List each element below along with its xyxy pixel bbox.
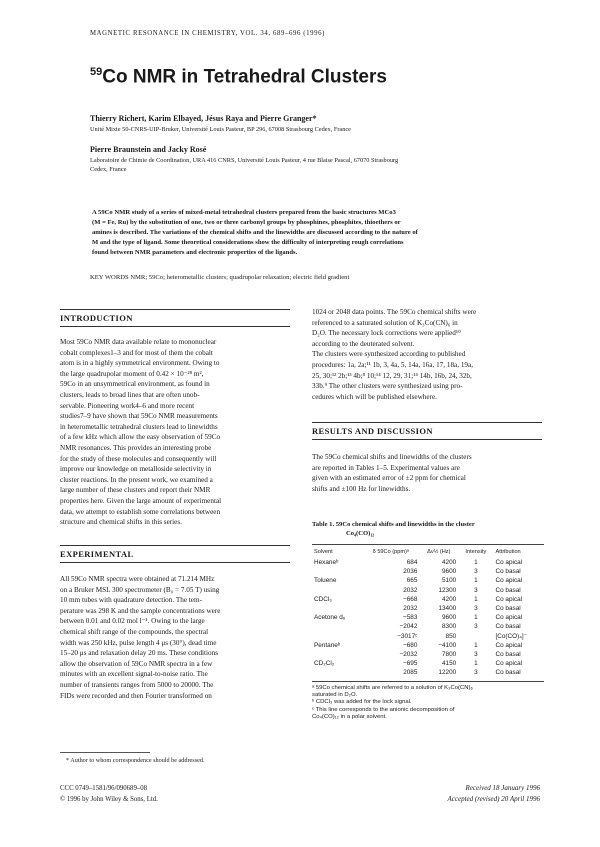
table-cell: −2032 <box>399 651 418 659</box>
text-line: 25, 30;¹² 2b;¹³ 4b;⁸ 10;¹⁴ 12, 29, 31;¹⁴ 14b, 16b, 24, 32b, <box>312 371 472 380</box>
text-line: procedures: 1a, 2a;¹¹ 1b, 3, 4a, 5, 14a, 16a, 17, 18a, 19a, <box>312 360 473 369</box>
table-cell: −695 <box>403 660 418 668</box>
table-note: ᵃ 59Co chemical shifts are referred to a solution of K₃Co(CN)₆ <box>312 684 473 691</box>
table-row <box>312 632 544 641</box>
text-line: Most 59Co NMR data available relate to mononuclear <box>60 338 217 346</box>
experimental-heading: EXPERIMENTAL <box>60 549 134 559</box>
table-cell: Co apical <box>495 660 523 668</box>
methods-continued <box>312 307 542 402</box>
running-head: MAGNETIC RESONANCE IN CHEMISTRY, VOL. 34, 689–696 (1996) <box>90 30 325 37</box>
text-line: properties here. Given the large amount of experimental <box>60 496 222 505</box>
text-line: 15–20 μs and relaxation delay 20 ms. These conditions <box>60 649 219 658</box>
table-cell: 13400 <box>438 605 457 613</box>
table-cell: −2042 <box>399 623 418 631</box>
footer-left <box>60 783 158 805</box>
table-cell: 1 <box>474 595 478 603</box>
table-cell: Co basal <box>495 669 521 677</box>
received-date: Received 18 January 1996 <box>465 784 540 792</box>
abstract-line: (M = Fe, Ru) by the substitution of one, two or three carbonyl groups by phosphines, phosphites, thioethers or <box>92 219 401 226</box>
text-line: chemical shift range of the compounds, the spectral <box>60 627 209 636</box>
exp-rule-bottom <box>60 562 290 563</box>
text-line: are reported in Tables 1–5. Experimental values are <box>312 463 460 472</box>
text-line: 1024 or 2048 data points. The 59Co chemical shifts were <box>312 308 477 316</box>
table-cell <box>312 604 362 613</box>
table-cell: 3 <box>474 651 478 659</box>
text-line: structure and chemical shifts in this series. <box>60 518 182 527</box>
experimental-body <box>60 574 290 701</box>
authors-group-2: Pierre Braunstein and Jacky Rosé <box>90 145 207 154</box>
column-header: Intensity <box>465 549 487 555</box>
text-line: FIDs were recorded and then Fourier transformed on <box>60 691 212 700</box>
table-caption-line: Table 1. 59Co chemical shifts and linewidths in the cluster <box>312 521 475 528</box>
table-note: saturated in D₂O. <box>312 692 358 699</box>
intro-rule-top <box>60 309 290 310</box>
table-cell: [Co(CO)₄]⁻ <box>495 632 528 640</box>
column-header: δ 59Co (ppm)ᵃ <box>372 549 409 555</box>
table-cell: 4200 <box>442 559 457 566</box>
table-row <box>312 604 544 613</box>
article-title <box>90 66 387 88</box>
table-cell: 12200 <box>438 669 457 677</box>
abstract-line: found between NMR parameters and electronic properties of the ligands. <box>92 249 298 256</box>
text-line: 59Co in an unsymmetrical environment, as found in <box>60 380 210 389</box>
affiliation-1: Unité Mixte 50-CNRS-UIP-Bruker, Université Louis Pasteur, BP 296, 67008 Strasbourg Cedex, France <box>90 126 351 133</box>
results-rule-top <box>312 422 542 423</box>
affiliation-2b: Cedex, France <box>90 166 127 173</box>
data-table <box>312 549 544 678</box>
text-line: NMR resonances. This provides an interesting probe <box>60 443 212 452</box>
text-line: The 59Co chemical shifts and linewidths of the clusters <box>312 453 472 461</box>
table-cell: CD₂Cl₂ <box>314 660 335 668</box>
text-line: cluster reactions. In the present work, we examined a <box>60 475 213 484</box>
text-line: for the study of these molecules and consequently will <box>60 454 217 463</box>
column-header: Solvent <box>314 549 333 555</box>
footnote-rule <box>60 752 150 753</box>
text-line: All 59Co NMR spectra were obtained at 71.214 MHz <box>60 575 215 583</box>
text-line: minutes with an excellent signal-to-noise ratio. The <box>60 670 208 679</box>
table-notes <box>312 685 544 722</box>
table-cell: 3 <box>474 669 478 677</box>
table-cell: 1 <box>474 614 478 622</box>
text-line: improve our knowledge on metalloside selectivity in <box>60 465 212 474</box>
text-line: The clusters were synthesized according to published <box>312 350 466 359</box>
table-cell: 3 <box>474 586 478 594</box>
text-line: the large quadrupolar moment of 0.42 × 10⁻²⁸ m², <box>60 369 204 378</box>
abstract-line: M and the type of ligand. Some theoretical considerations show the difficulty of interpreting rough correlations <box>92 239 404 246</box>
table-row <box>312 576 544 585</box>
footer-right <box>360 783 540 805</box>
table-cell: 12300 <box>438 586 457 594</box>
title-main: Co NMR in Tetrahedral Clusters <box>102 66 387 88</box>
table-cell: 665 <box>406 577 418 585</box>
table-cell: 3 <box>474 623 478 631</box>
title-isotope: 59 <box>90 66 103 78</box>
table-cell: Pentaneᵇ <box>314 641 341 649</box>
text-line: atom is in a highly symmetrical environment. Owing to <box>60 359 220 368</box>
results-body <box>312 452 542 494</box>
table-cell: 2036 <box>403 568 418 576</box>
table-cell: 4200 <box>442 595 457 603</box>
intro-rule-bottom <box>60 326 290 327</box>
table-cell: −668 <box>403 595 418 603</box>
authors-group-1: Thierry Richert, Karim Elbayed, Jésus Raya and Pierre Granger* <box>90 114 317 123</box>
table-note: Co₄(CO)₁₂ in a polar solvent. <box>312 714 387 721</box>
column-header: Attribution <box>495 549 521 555</box>
text-line: cedures which will be published elsewhere. <box>312 392 437 401</box>
text-line: clusters, leads to broad lines that are often unob- <box>60 390 200 399</box>
table-cell: Co apical <box>495 577 523 585</box>
table-cell: Co basal <box>495 586 521 594</box>
table-row <box>312 641 544 650</box>
text-line: 33b.⁹ The other clusters were synthesized using pro- <box>312 382 463 391</box>
text-line: width was 250 kHz, pulse length 4 μs (30°), dead time <box>60 638 217 647</box>
table-caption-line: Co₄(CO)₁₂ <box>346 530 375 537</box>
text-line: servable. Pioneering work4–6 and more recent <box>60 401 195 410</box>
table-cell <box>312 622 362 631</box>
table-rule-top <box>312 544 544 545</box>
table-cell: −3017ᶜ <box>397 632 418 640</box>
table-cell: Co apical <box>495 641 523 649</box>
table-caption <box>312 520 544 538</box>
table-row <box>312 659 544 668</box>
issn-line: CCC 0749–1581/96/090689–08 <box>60 785 148 792</box>
table-row <box>312 567 544 576</box>
table-cell: Co basal <box>495 568 521 576</box>
table-cell: Hexaneᵇ <box>314 559 339 566</box>
table-cell <box>312 668 362 677</box>
table-cell <box>312 650 362 659</box>
table-cell: Co apical <box>495 595 523 603</box>
text-line: of a few kHz which allow the easy observation of 59Co <box>60 433 221 442</box>
text-line: 10 mm tubes with quadrature detection. The tem- <box>60 596 202 605</box>
text-line: studies7–9 have shown that 59Co NMR measurements <box>60 412 218 421</box>
intro-body <box>60 337 290 528</box>
table-cell: 684 <box>406 559 418 566</box>
table-cell: 2085 <box>403 669 418 677</box>
table-cell: −583 <box>403 614 418 622</box>
table-cell: −4100 <box>438 641 457 649</box>
table-cell: Co basal <box>495 623 521 631</box>
table-cell: −680 <box>403 641 418 649</box>
table-row <box>312 595 544 604</box>
text-line: on a Bruker MSL 300 spectrometer (B₀ = 7.05 T) using <box>60 585 220 594</box>
table-cell <box>312 567 362 576</box>
table-cell: CDCl₃ <box>314 595 332 603</box>
table-cell: 1 <box>474 559 478 566</box>
table-row <box>312 668 544 677</box>
table-cell: 5100 <box>442 577 457 585</box>
text-line: in heterometallic tetrahedral clusters lead to linewidths <box>60 422 218 431</box>
table-row <box>312 558 544 567</box>
footnote: * Author to whom correspondence should be addressed. <box>66 757 205 764</box>
table-cell: 2032 <box>403 605 418 613</box>
table-cell: 1 <box>474 660 478 668</box>
exp-rule-top <box>60 545 290 546</box>
table-header-row <box>312 549 544 558</box>
table-cell: 1 <box>474 641 478 649</box>
results-rule-bottom <box>312 439 542 440</box>
text-line: given with an estimated error of ±2 ppm for chemical <box>312 474 466 483</box>
abstract <box>92 208 534 258</box>
text-line: D₂O. The necessary lock corrections were applied¹⁰ <box>312 329 461 338</box>
text-line: referenced to a saturated solution of K₃Co(CN)₆ in <box>312 318 458 327</box>
table-note: ᵇ CDCl₃ was added for the lock signal. <box>312 699 412 706</box>
abstract-line: A 59Co NMR study of a series of mixed-metal tetrahedral clusters prepared from the basic structures MCo3 <box>92 209 396 216</box>
table-cell: 1 <box>474 577 478 585</box>
text-line: allow the observation of 59Co NMR spectra in a few <box>60 659 213 668</box>
table-cell: Co apical <box>495 614 523 622</box>
table-cell: 9600 <box>442 614 457 622</box>
keywords: KEY WORDS NMR; 59Co; heterometallic clusters; quadrupolar relaxation; electric field gradient <box>90 274 350 281</box>
table-cell: Co apical <box>495 559 523 566</box>
table-cell: 3 <box>474 568 478 576</box>
table-cell: Co basal <box>495 651 521 659</box>
table-1 <box>312 544 544 722</box>
table-cell <box>312 586 362 595</box>
table-cell <box>458 632 493 641</box>
text-line: shifts and ±100 Hz for linewidths. <box>312 484 411 493</box>
table-cell: 850 <box>445 632 457 640</box>
text-line: number of transients ranges from 5000 to 20000. The <box>60 680 214 689</box>
column-header: Δν½ (Hz) <box>427 549 451 555</box>
copyright-line: © 1996 by John Wiley & Sons, Ltd. <box>60 796 158 803</box>
text-line: large number of these clusters and report their NMR <box>60 486 211 495</box>
table-cell: 8300 <box>442 623 457 631</box>
abstract-line: amines is described. The variations of the chemical shifts and the linewidths are discussed according to the nature of <box>92 229 418 236</box>
text-line: according to the deuterated solvent. <box>312 339 415 348</box>
table-rule-bottom <box>312 681 544 682</box>
table-note: ᶜ This line corresponds to the anionic decomposition of <box>312 706 455 713</box>
table-row <box>312 586 544 595</box>
table-row <box>312 650 544 659</box>
table-row <box>312 613 544 622</box>
table-cell: 4150 <box>442 660 457 668</box>
results-heading: RESULTS AND DISCUSSION <box>312 426 433 436</box>
table-cell: 7800 <box>442 651 457 659</box>
accepted-date: Accepted (revised) 20 April 1996 <box>447 795 540 803</box>
text-line: between 0.01 and 0.02 mol l⁻¹. Owing to the large <box>60 617 205 626</box>
table-cell <box>312 632 362 641</box>
intro-heading: INTRODUCTION <box>60 313 133 323</box>
table-cell: Toluene <box>314 577 337 585</box>
text-line: perature was 298 K and the sample concentrations were <box>60 606 221 615</box>
table-cell: 2032 <box>403 586 418 594</box>
table-cell: Acetone d₆ <box>314 614 346 622</box>
text-line: data, we attempt to establish some correlations between <box>60 507 221 516</box>
table-cell: 9600 <box>442 568 457 576</box>
text-line: cobalt complexes1–3 and for most of them the cobalt <box>60 348 213 357</box>
table-cell: Co basal <box>495 605 521 613</box>
affiliation-2a: Laboratoire de Chimie de Coordination, URA 416 CNRS, Université Louis Pasteur, 4 rue Blaise Pascal, 67070 Strasbourg <box>90 157 399 164</box>
table-row <box>312 622 544 631</box>
table-cell: 3 <box>474 605 478 613</box>
